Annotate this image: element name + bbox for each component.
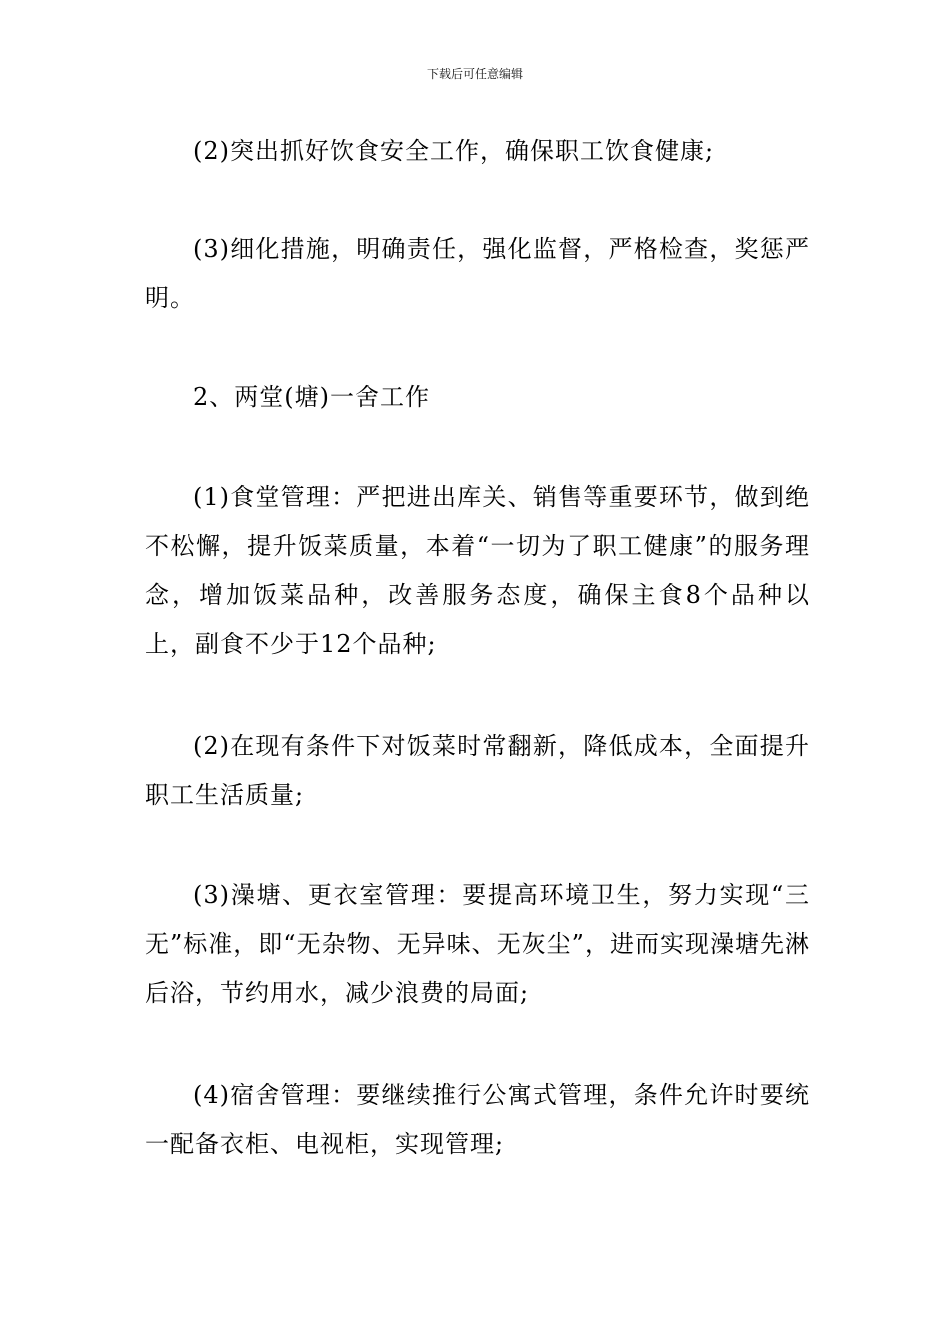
paragraph-dormitory-management: (4)宿舍管理：要继续推行公寓式管理，条件允许时要统一配备衣柜、电视柜，实现管理; — [145, 1081, 810, 1158]
section-heading-two-halls-one-dorm: 2、两堂(塘)一舍工作 — [193, 383, 430, 411]
paragraph-measures: (3)细化措施，明确责任，强化监督，严格检查，奖惩严明。 — [145, 235, 810, 312]
paragraph-food-safety: (2)突出抓好饮食安全工作，确保职工饮食健康; — [193, 137, 715, 165]
paragraph-canteen-management: (1)食堂管理：严把进出库关、销售等重要环节，做到绝不松懈，提升饭菜质量，本着“一切为了职工健康”的服务理念，增加饭菜品种，改善服务态度，确保主食8个品种以上，副食不少于12个品种; — [145, 483, 810, 658]
download-editable-note: 下载后可任意编辑 — [426, 67, 523, 81]
paragraph-bathhouse-management: (3)澡塘、更衣室管理：要提高环境卫生，努力实现“三无”标准，即“无杂物、无异味、无灰尘”，进而实现澡塘先淋后浴，节约用水，减少浪费的局面; — [145, 881, 810, 1007]
paragraph-menu-renewal: (2)在现有条件下对饭菜时常翻新，降低成本，全面提升职工生活质量; — [145, 732, 810, 809]
